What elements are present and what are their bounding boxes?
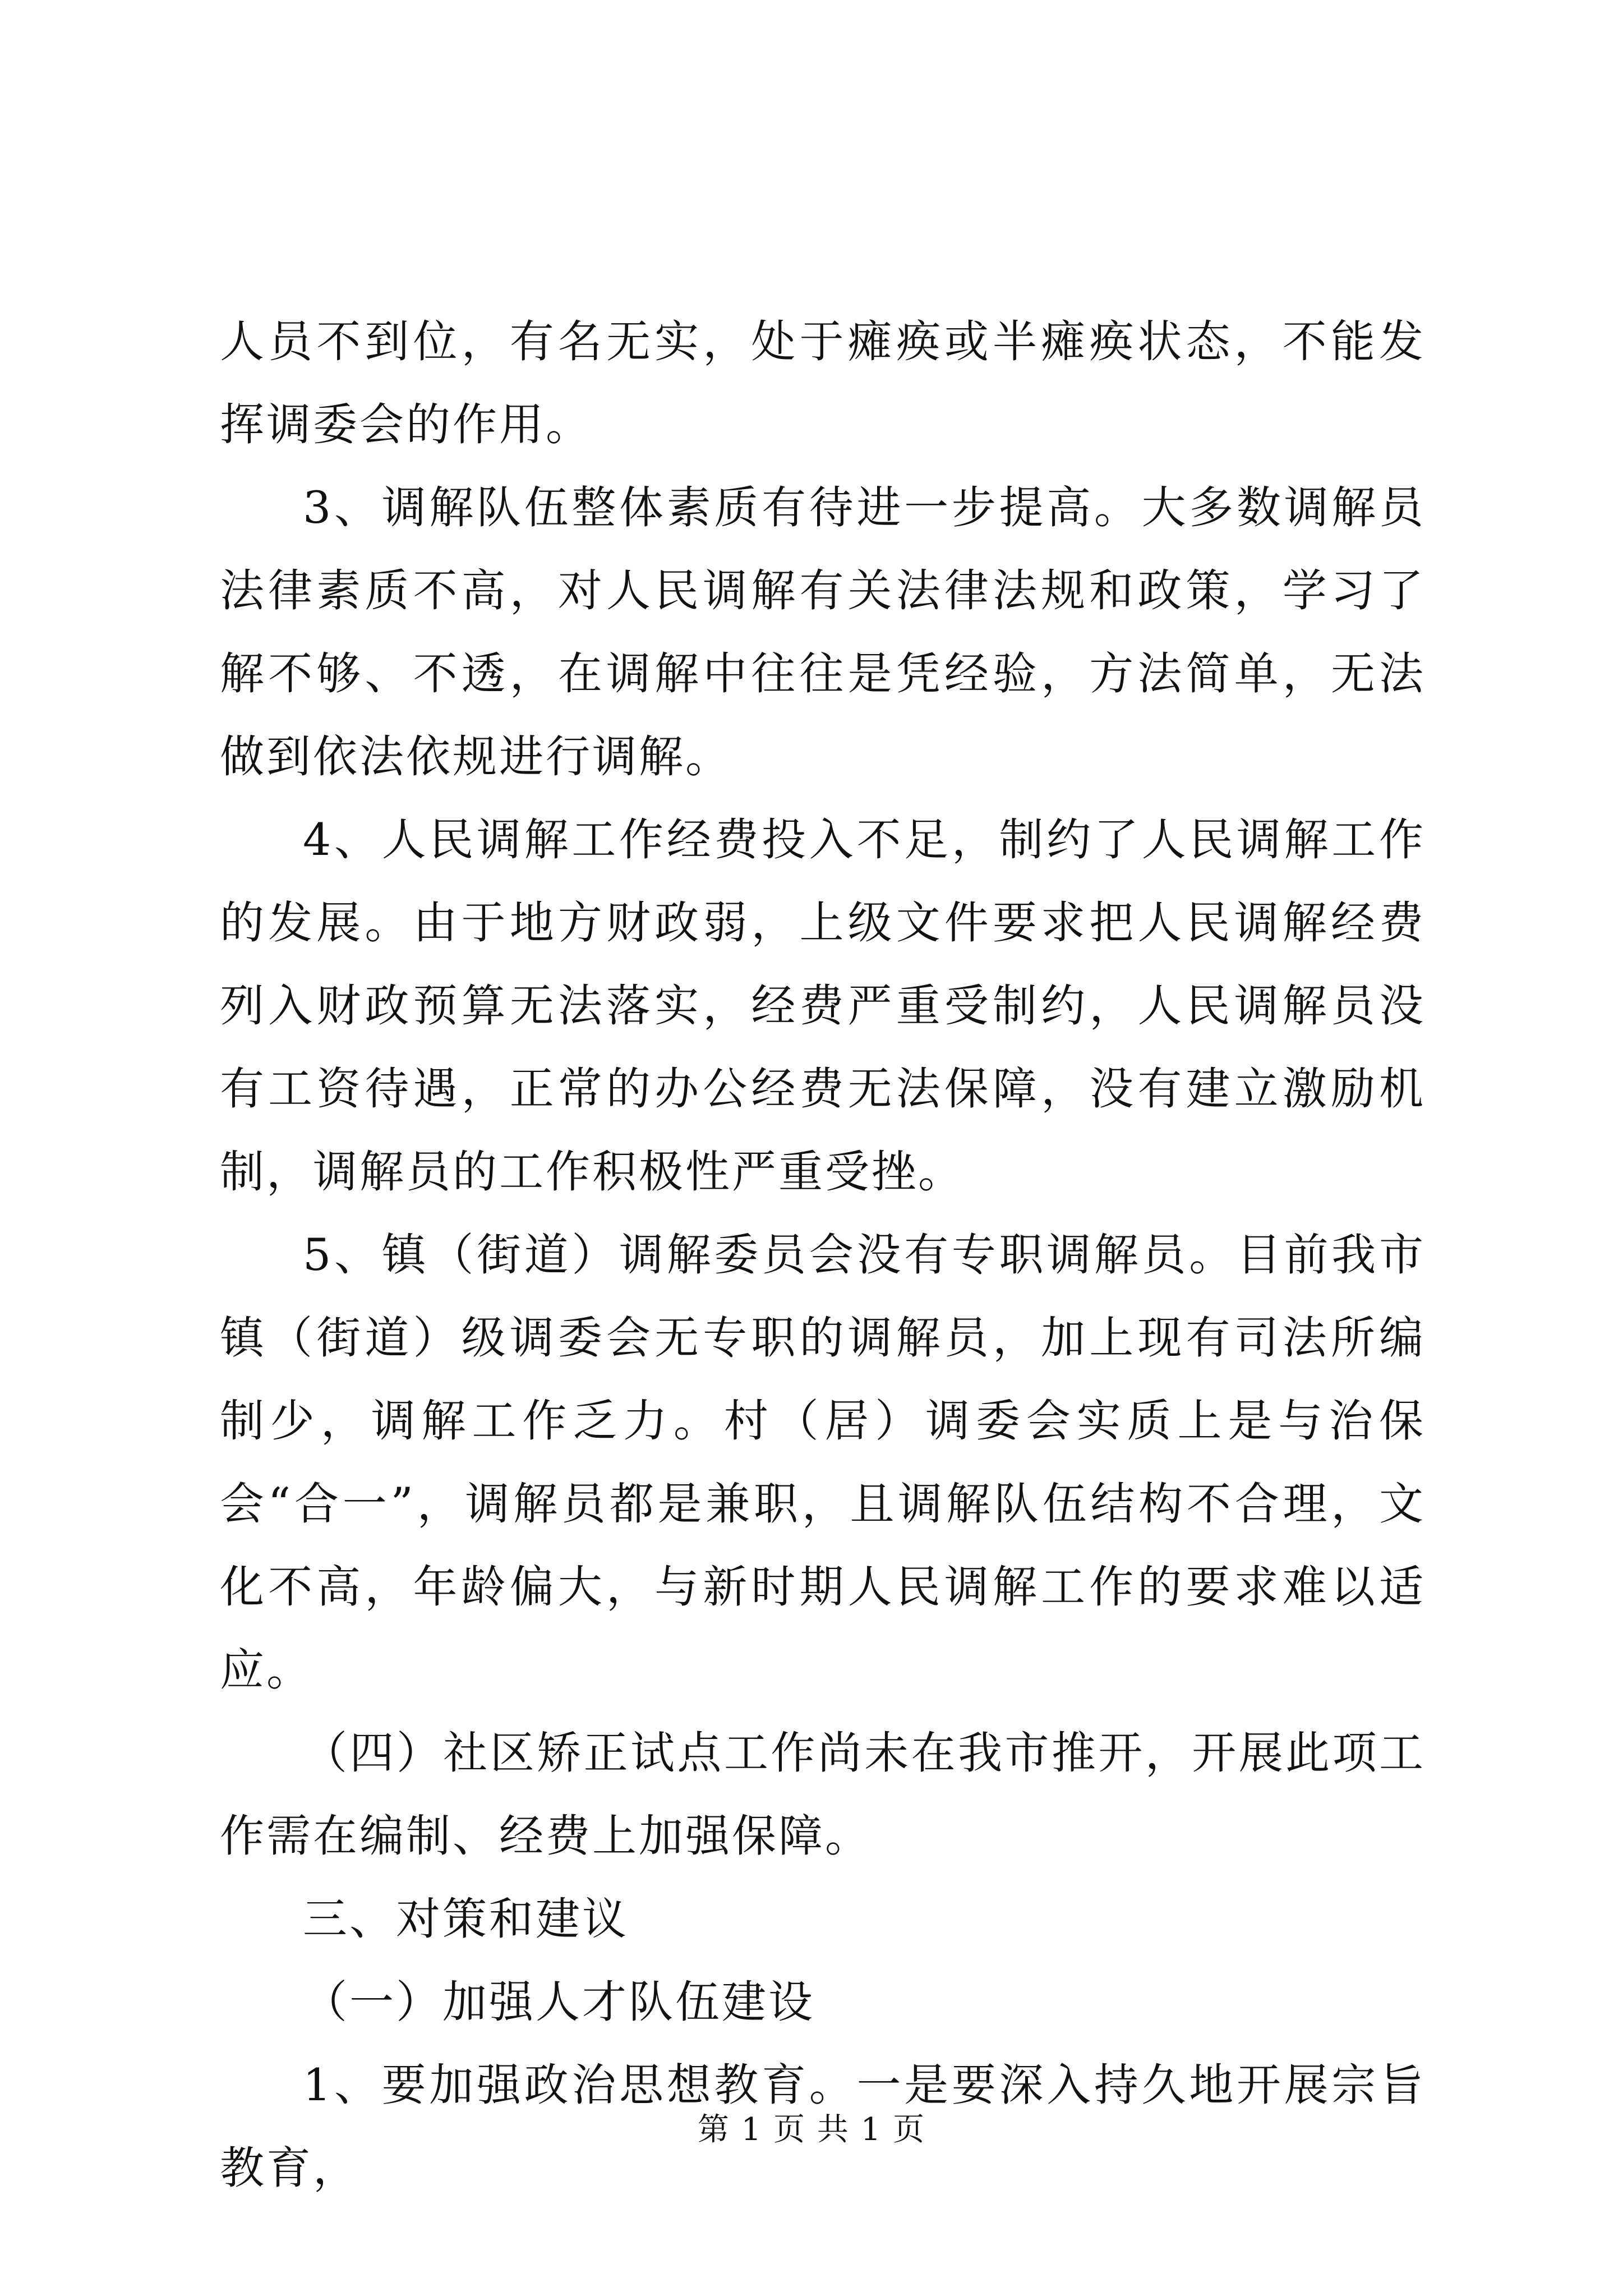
paragraph-item-5: 5、镇（街道）调解委员会没有专职调解员。目前我市镇（街道）级调委会无专职的调解员，加上现有司法所编制少，调解工作乏力。村（居）调委会实质上是与治保会“合一”，调解员都是兼职，且调解队伍结构不合理，文化不高，年龄偏大，与新时期人民调解工作的要求难以适应。 xyxy=(220,1229,1426,1696)
paragraph-section-four: （四）社区矫正试点工作尚未在我市推开，开展此项工作需在编制、经费上加强保障。 xyxy=(220,1727,1426,1862)
document-body xyxy=(220,300,1426,2210)
paragraph-item-1: 1、要加强政治思想教育。一是要深入持久地开展宗旨教育， xyxy=(220,2059,1426,2194)
paragraph-item-4: 4、人民调解工作经费投入不足，制约了人民调解工作的发展。由于地方财政弱，上级文件要求把人民调解经费列入财政预算无法落实，经费严重受制约，人民调解员没有工资待遇，正常的办公经费无法保障，没有建立激励机制，调解员的工作积极性严重受挫。 xyxy=(220,814,1426,1198)
page-number-footer: 第 1 页 共 1 页 xyxy=(697,2111,926,2148)
paragraph-continuation: 人员不到位，有名无实，处于瘫痪或半瘫痪状态，不能发挥调委会的作用。 xyxy=(220,316,1426,450)
subsection-heading-one: （一）加强人才队伍建设 xyxy=(303,1976,815,2028)
section-heading-three: 三、对策和建议 xyxy=(303,1893,629,1945)
paragraph-item-3: 3、调解队伍整体素质有待进一步提高。大多数调解员法律素质不高，对人民调解有关法律法规和政策，学习了解不够、不透，在调解中往往是凭经验，方法简单，无法做到依法依规进行调解。 xyxy=(220,482,1426,783)
